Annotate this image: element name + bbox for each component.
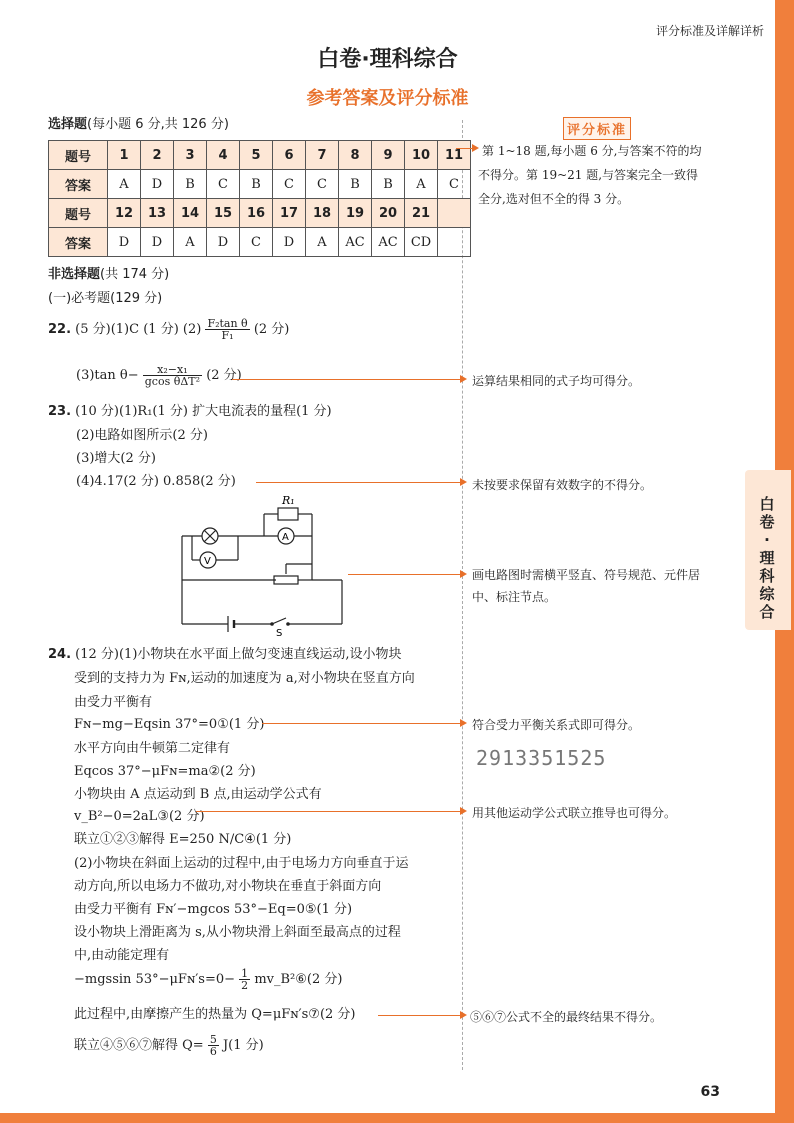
arrow-line [378,1015,460,1016]
side-tab-label [757,495,777,621]
answer-cell: B [174,170,207,199]
arrow-line [348,574,460,575]
q24-line-7: 小物块由 A 点运动到 B 点,由运动学公式有 [74,787,322,802]
q23-line-1 [48,405,332,418]
answer-cell: D [141,228,174,257]
row-label: 答案 [49,228,108,257]
answer-cell: D [273,228,306,257]
arrow-head [460,375,467,383]
side-tab-char: · [764,531,770,549]
row-label: 题号 [49,199,108,228]
question-number-cell: 3 [174,141,207,170]
q22-fraction-1 [205,318,249,341]
answer-cell: D [141,170,174,199]
question-number-cell: 21 [405,199,438,228]
q24-line-11: 动方向,所以电场力不做功,对小物块在垂直于斜面方向 [74,879,382,894]
question-number-cell: 16 [240,199,273,228]
criteria-note-q23: 未按要求保留有效数字的不得分。 [472,478,653,492]
q22-number: 22. [48,322,72,337]
resistor-r1 [278,508,298,520]
q24-line-13: 设小物块上滑距离为 s,从小物块滑上斜面至最高点的过程 [74,925,401,940]
question-number-cell: 11 [438,141,471,170]
q24-line-1 [48,648,402,661]
q24-text-15: −mgssin 53°−μFɴ′s=0− [74,972,236,987]
arrow-head [460,719,467,727]
table-row-answers-2 [49,228,471,257]
frac-denominator: 2 [241,979,249,992]
answer-cell: B [240,170,273,199]
question-number-cell: 2 [141,141,174,170]
side-tab-char: 理 [759,549,775,567]
q24-line-17 [74,1034,264,1057]
question-number-cell: 20 [372,199,405,228]
question-number-cell: 5 [240,141,273,170]
q24-text-17-tail: J(1 分) [222,1038,264,1053]
criteria-note-circuit-2: 中、标注节点。 [472,590,557,604]
section-required: (一)必考题(129 分) [48,291,163,306]
table-row-numbers-2 [49,199,471,228]
question-number-cell: 15 [207,199,240,228]
side-tab-char: 科 [759,567,775,585]
q24-line-16: 此过程中,由摩擦产生的热量为 Q=μFɴ′s⑦(2 分) [74,1007,356,1022]
frac-numerator: 1 [241,967,249,980]
q22-text-1-tail: (2 分) [253,322,290,337]
arrow-line [232,379,460,380]
question-number-cell: 14 [174,199,207,228]
choice-heading-row [48,118,229,131]
q22-line-1 [48,318,289,341]
frac-denominator: 6 [209,1045,217,1058]
question-number-cell: 13 [141,199,174,228]
answer-cell: A [108,170,141,199]
criteria-note-choice-2: 不得分。第 19~21 题,与答案完全一致得 [478,168,699,182]
answer-cell: A [405,170,438,199]
side-tab-char: 合 [759,603,775,621]
table-row-answers-1 [49,170,471,199]
frac-denominator: gcos θΔT² [144,375,201,388]
question-number-cell: 8 [339,141,372,170]
answer-table [48,140,471,257]
criteria-note-q24-a: 符合受力平衡关系式即可得分。 [472,718,641,732]
side-tab-char: 白 [759,495,775,513]
answer-cell: D [108,228,141,257]
criteria-note-q24-c: ⑤⑥⑦公式不全的最终结果不得分。 [470,1010,663,1024]
q22-fraction-2 [143,364,202,387]
question-number-cell: 1 [108,141,141,170]
column-divider [462,120,463,1070]
handwritten-number: 2913351525 [476,746,607,770]
circuit-diagram [176,492,346,638]
page-number: 63 [700,1084,720,1100]
voltmeter-label: V [204,556,211,567]
answer-cell: A [174,228,207,257]
answer-cell: C [207,170,240,199]
frac-denominator: F₁ [221,329,234,342]
q22-text-2: (3)tan θ− [76,368,139,383]
frac-numerator: x₂−x₁ [143,364,202,376]
criteria-note-choice-1: 第 1~18 题,每小题 6 分,与答案不符的均 [482,144,702,158]
q23-line-4: (4)4.17(2 分) 0.858(2 分) [76,474,236,489]
q24-line-10: (2)小物块在斜面上运动的过程中,由于电场力方向垂直于运 [74,856,409,871]
q24-line-9: 联立①②③解得 E=250 N/C④(1 分) [74,832,292,847]
q23-line-3: (3)增大(2 分) [76,451,156,466]
arrow-head [460,807,467,815]
arrow-line [256,482,460,483]
page-title: 白卷·理科综合 [317,47,458,72]
answer-cell: AC [339,228,372,257]
answer-cell: C [273,170,306,199]
choice-heading: 选择题 [48,117,88,132]
criteria-note-choice-3: 全分,选对但不全的得 3 分。 [478,192,630,206]
question-number-cell [438,199,471,228]
arrow-head [460,1011,467,1019]
q22-line-2 [76,364,242,387]
answer-cell: D [207,228,240,257]
criteria-note-circuit-1: 画电路图时需横平竖直、符号规范、元件居 [472,568,701,582]
q24-text-17: 联立④⑤⑥⑦解得 Q= [74,1038,204,1053]
q24-line-2: 受到的支持力为 Fɴ,运动的加速度为 a,对小物块在竖直方向 [74,671,415,686]
q24-line-12: 由受力平衡有 Fɴ′−mgcos 53°−Eq=0⑤(1 分) [74,902,353,917]
answer-cell: B [372,170,405,199]
arrow-head [460,570,467,578]
q24-line-4: Fɴ−mg−Eqsin 37°=0①(1 分) [74,717,265,732]
arrow-line [262,723,460,724]
q24-line-6: Eqcos 37°−μFɴ=ma②(2 分) [74,764,256,779]
answer-cell: C [438,170,471,199]
side-tab-char: 卷 [759,513,775,531]
row-label: 答案 [49,170,108,199]
q23-text-1: (10 分)(1)R₁(1 分) 扩大电流表的量程(1 分) [75,404,332,419]
q24-line-8: v_B²−0=2aL③(2 分) [74,809,205,824]
q24-line-14: 中,由动能定理有 [74,948,170,963]
answer-cell [438,228,471,257]
answer-cell: B [339,170,372,199]
frac-numerator: 5 [209,1033,217,1046]
nonchoice-heading: 非选择题 [48,267,101,282]
question-number-cell: 18 [306,199,339,228]
q24-text-15-tail: mv_B²⑥(2 分) [254,972,343,987]
answer-cell: A [306,228,339,257]
q23-number: 23. [48,404,72,419]
answer-cell: C [240,228,273,257]
page-subtitle: 参考答案及评分标准 [306,88,469,109]
q24-line-15 [74,968,342,991]
criteria-badge: 评分标准 [563,117,631,140]
answer-cell: C [306,170,339,199]
q24-fraction-half [239,968,250,991]
nonchoice-heading-note: (共 174 分) [100,267,170,282]
q22-text-1: (5 分)(1)C (1 分) (2) [75,322,202,337]
frac-numerator: F₂tan θ [207,317,248,330]
row-label: 题号 [49,141,108,170]
question-number-cell: 19 [339,199,372,228]
header-right-label: 评分标准及详解详析 [655,24,764,38]
question-number-cell: 17 [273,199,306,228]
nonchoice-heading-row [48,268,169,281]
q24-line-5: 水平方向由牛顿第二定律有 [74,741,231,756]
question-number-cell: 4 [207,141,240,170]
criteria-note-q22: 运算结果相同的式子均可得分。 [472,374,641,388]
r1-label: R₁ [282,494,295,507]
switch-label: S [276,628,283,638]
arrow-head [472,144,479,152]
arrow-line [196,811,460,812]
arrow-head [460,478,467,486]
q24-fraction-result [208,1034,219,1057]
question-number-cell: 9 [372,141,405,170]
criteria-note-q24-b: 用其他运动学公式联立推导也可得分。 [472,806,677,820]
q24-number: 24. [48,647,72,662]
side-tab-char: 综 [759,585,775,603]
question-number-cell: 12 [108,199,141,228]
q22-text-2-tail: (2 分) [206,368,242,383]
question-number-cell: 10 [405,141,438,170]
q24-line-3: 由受力平衡有 [74,695,153,710]
answer-cell: AC [372,228,405,257]
q23-line-2: (2)电路如图所示(2 分) [76,428,208,443]
q24-text-1: (12 分)(1)小物块在水平面上做匀变速直线运动,设小物块 [75,647,402,662]
choice-heading-note: (每小题 6 分,共 126 分) [87,117,229,132]
answer-cell: CD [405,228,438,257]
ammeter-label: A [282,532,289,543]
question-number-cell: 6 [273,141,306,170]
table-row-numbers-1 [49,141,471,170]
question-number-cell: 7 [306,141,339,170]
